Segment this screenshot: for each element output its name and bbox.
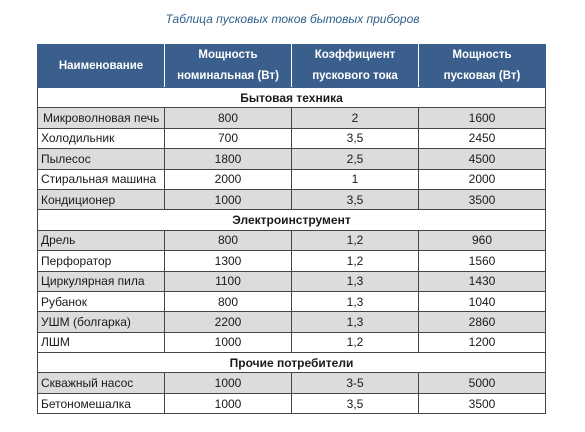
cell-name: Пылесос [38, 149, 165, 169]
cell-name: Микроволновая печь [38, 108, 165, 128]
cell-name: Дрель [38, 230, 165, 250]
cell-name: Рубанок [38, 291, 165, 311]
cell-coefficient: 1,3 [292, 271, 419, 291]
cell-nominal-power: 1000 [165, 393, 292, 413]
cell-starting-power: 1430 [419, 271, 546, 291]
table-row [38, 189, 546, 209]
cell-name: Холодильник [38, 128, 165, 148]
header-starting-coefficient: Коэффициент пускового тока [292, 45, 419, 88]
cell-nominal-power: 1000 [165, 189, 292, 209]
cell-nominal-power: 2000 [165, 169, 292, 189]
cell-nominal-power: 1800 [165, 149, 292, 169]
cell-name: Бетономешалка [38, 393, 165, 413]
cell-name: Кондиционер [38, 189, 165, 209]
table-header [38, 45, 546, 88]
cell-starting-power: 4500 [419, 149, 546, 169]
cell-starting-power: 5000 [419, 373, 546, 393]
cell-nominal-power: 1300 [165, 251, 292, 271]
cell-coefficient: 1,3 [292, 291, 419, 311]
starting-current-table [37, 44, 546, 414]
cell-name: Перфоратор [38, 251, 165, 271]
table-row [38, 169, 546, 189]
cell-coefficient: 3-5 [292, 373, 419, 393]
cell-coefficient: 3,5 [292, 128, 419, 148]
cell-starting-power: 3500 [419, 393, 546, 413]
cell-name: Стиральная машина [38, 169, 165, 189]
cell-nominal-power: 1000 [165, 332, 292, 352]
section-title: Прочие потребители [38, 353, 546, 373]
cell-nominal-power: 700 [165, 128, 292, 148]
cell-coefficient: 2,5 [292, 149, 419, 169]
cell-coefficient: 1,3 [292, 312, 419, 332]
header-nominal-power: Мощность номинальная (Вт) [165, 45, 292, 88]
cell-coefficient: 2 [292, 108, 419, 128]
table-row [38, 373, 546, 393]
table-row [38, 230, 546, 250]
cell-name: ЛШМ [38, 332, 165, 352]
cell-coefficient: 3,5 [292, 393, 419, 413]
cell-coefficient: 1,2 [292, 251, 419, 271]
cell-nominal-power: 2200 [165, 312, 292, 332]
cell-coefficient: 1,2 [292, 332, 419, 352]
cell-nominal-power: 1100 [165, 271, 292, 291]
cell-name: УШМ (болгарка) [38, 312, 165, 332]
header-starting-power: Мощность пусковая (Вт) [419, 45, 546, 88]
cell-starting-power: 2860 [419, 312, 546, 332]
section-row [38, 88, 546, 108]
section-title: Бытовая техника [38, 88, 546, 108]
table-row [38, 108, 546, 128]
cell-nominal-power: 800 [165, 230, 292, 250]
table-body [38, 88, 546, 414]
cell-starting-power: 3500 [419, 189, 546, 209]
table-row [38, 251, 546, 271]
table-row [38, 128, 546, 148]
header-name: Наименование [38, 45, 165, 88]
table-row [38, 393, 546, 413]
cell-nominal-power: 800 [165, 291, 292, 311]
cell-nominal-power: 800 [165, 108, 292, 128]
cell-coefficient: 3,5 [292, 189, 419, 209]
table-row [38, 332, 546, 352]
cell-coefficient: 1,2 [292, 230, 419, 250]
table-row [38, 312, 546, 332]
cell-starting-power: 1560 [419, 251, 546, 271]
cell-name: Циркулярная пила [38, 271, 165, 291]
cell-coefficient: 1 [292, 169, 419, 189]
section-row [38, 210, 546, 230]
cell-starting-power: 960 [419, 230, 546, 250]
cell-starting-power: 1040 [419, 291, 546, 311]
section-title: Электроинструмент [38, 210, 546, 230]
cell-starting-power: 1200 [419, 332, 546, 352]
cell-starting-power: 2450 [419, 128, 546, 148]
table-row [38, 271, 546, 291]
table-title: Таблица пусковых токов бытовых приборов [165, 12, 420, 26]
cell-starting-power: 2000 [419, 169, 546, 189]
cell-nominal-power: 1000 [165, 373, 292, 393]
table-row [38, 291, 546, 311]
section-row [38, 353, 546, 373]
header-row [38, 45, 546, 88]
cell-name: Скважный насос [38, 373, 165, 393]
cell-starting-power: 1600 [419, 108, 546, 128]
table-row [38, 149, 546, 169]
